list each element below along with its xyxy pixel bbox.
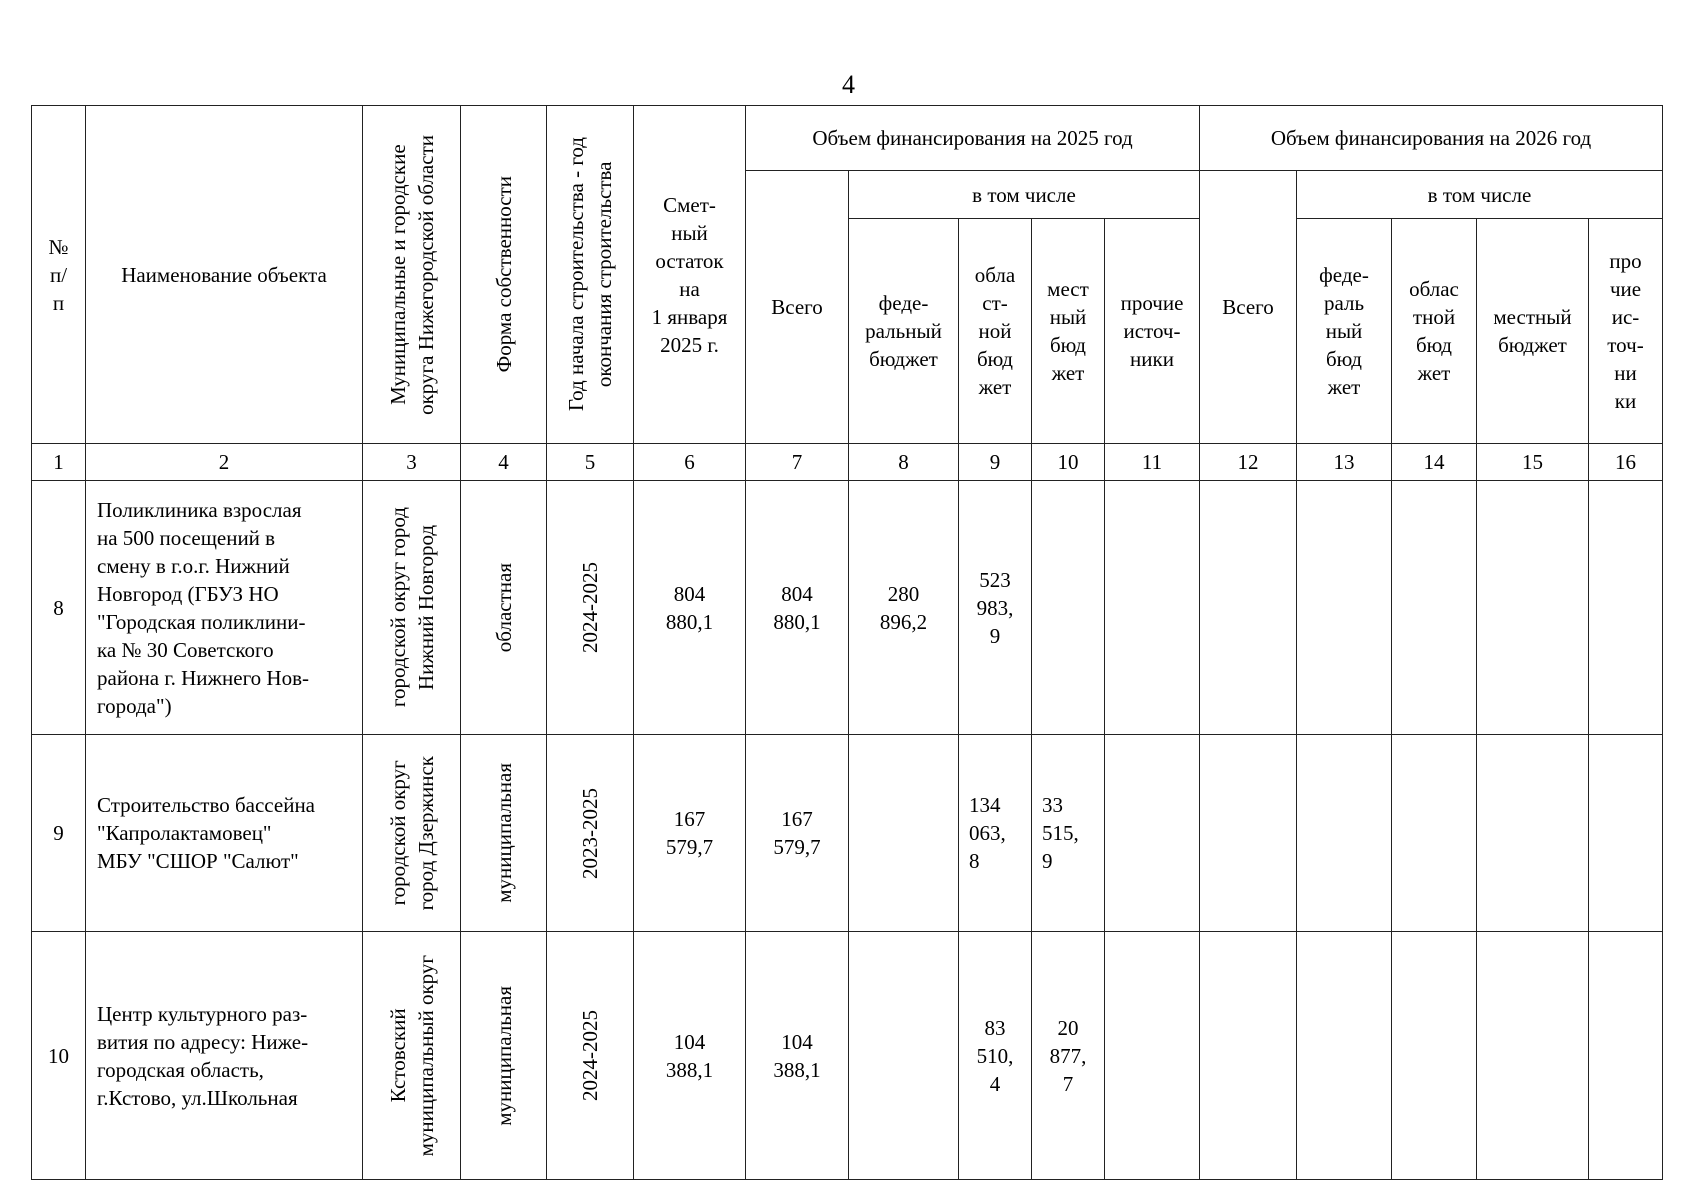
regional-2025-cell: 523 983, 9 (959, 481, 1032, 735)
federal-2025-cell (849, 735, 959, 932)
header-years: Год начала строительства - год окончания строительства (547, 106, 634, 444)
regional-2026-cell (1392, 932, 1477, 1180)
column-number: 13 (1297, 444, 1392, 481)
header-local-2026: местный бюджет (1477, 219, 1589, 444)
object-name: Строительство бассейна "Капролактамовец" МБУ "СШОР "Салют" (86, 735, 363, 932)
other-2025-cell (1105, 735, 1200, 932)
column-number: 11 (1105, 444, 1200, 481)
total-2026-cell (1200, 932, 1297, 1180)
header-municipality: Муниципальные и городские округа Нижегородской области (363, 106, 461, 444)
total-2026-cell (1200, 481, 1297, 735)
regional-2026-cell (1392, 481, 1477, 735)
financing-table (31, 105, 1663, 1180)
header-financing-2026: Объем финансирования на 2026 год (1200, 106, 1663, 171)
header-total-2026: Всего (1200, 171, 1297, 444)
ownership-cell: областная (461, 481, 547, 735)
header-including-2025: в том числе (849, 171, 1200, 219)
remainder-cell: 104 388,1 (634, 932, 746, 1180)
column-number: 7 (746, 444, 849, 481)
federal-2026-cell (1297, 735, 1392, 932)
column-numbers-row (32, 444, 1663, 481)
remainder-cell: 167 579,7 (634, 735, 746, 932)
column-number: 5 (547, 444, 634, 481)
years-cell: 2024-2025 (547, 481, 634, 735)
column-number: 12 (1200, 444, 1297, 481)
federal-2026-cell (1297, 932, 1392, 1180)
years-cell: 2024-2025 (547, 932, 634, 1180)
local-2025-cell: 33 515, 9 (1032, 735, 1105, 932)
table-row (32, 932, 1663, 1180)
row-num: 8 (32, 481, 86, 735)
local-2026-cell (1477, 735, 1589, 932)
header-federal-2025: феде- ральный бюджет (849, 219, 959, 444)
federal-2026-cell (1297, 481, 1392, 735)
column-number: 1 (32, 444, 86, 481)
header-remainder: Смет- ный остаток на 1 января 2025 г. (634, 106, 746, 444)
column-number: 10 (1032, 444, 1105, 481)
header-regional-2025: обла ст- ной бюд жет (959, 219, 1032, 444)
column-number: 14 (1392, 444, 1477, 481)
local-2026-cell (1477, 932, 1589, 1180)
ownership-cell: муниципальная (461, 735, 547, 932)
regional-2025-cell: 83 510, 4 (959, 932, 1032, 1180)
column-number: 9 (959, 444, 1032, 481)
total-2025-cell: 104 388,1 (746, 932, 849, 1180)
local-2025-cell (1032, 481, 1105, 735)
total-2025-cell: 167 579,7 (746, 735, 849, 932)
other-2026-cell (1589, 481, 1663, 735)
municipality-cell: городской округ город Дзержинск (363, 735, 461, 932)
header-financing-2025: Объем финансирования на 2025 год (746, 106, 1200, 171)
table-row (32, 735, 1663, 932)
other-2026-cell (1589, 932, 1663, 1180)
column-number: 8 (849, 444, 959, 481)
object-name: Центр культурного раз- вития по адресу: Ниже- городская область, г.Кстово, ул.Школьная (86, 932, 363, 1180)
header-other-2026: про чие ис- точ- ни ки (1589, 219, 1663, 444)
column-number: 15 (1477, 444, 1589, 481)
municipality-cell: городской округ город Нижний Новгород (363, 481, 461, 735)
regional-2026-cell (1392, 735, 1477, 932)
page-number: 4 (842, 70, 855, 99)
column-number: 3 (363, 444, 461, 481)
column-number: 2 (86, 444, 363, 481)
federal-2025-cell: 280 896,2 (849, 481, 959, 735)
header-row-1 (32, 106, 1663, 171)
other-2026-cell (1589, 735, 1663, 932)
row-num: 10 (32, 932, 86, 1180)
header-federal-2026: феде- раль ный бюд жет (1297, 219, 1392, 444)
ownership-cell: муниципальная (461, 932, 547, 1180)
years-cell: 2023-2025 (547, 735, 634, 932)
other-2025-cell (1105, 481, 1200, 735)
header-regional-2026: облас тной бюд жет (1392, 219, 1477, 444)
regional-2025-cell: 134 063, 8 (959, 735, 1032, 932)
header-local-2025: мест ный бюд жет (1032, 219, 1105, 444)
column-number: 4 (461, 444, 547, 481)
total-2025-cell: 804 880,1 (746, 481, 849, 735)
other-2025-cell (1105, 932, 1200, 1180)
header-ownership: Форма собственности (461, 106, 547, 444)
table-row (32, 481, 1663, 735)
federal-2025-cell (849, 932, 959, 1180)
row-num: 9 (32, 735, 86, 932)
header-other-2025: прочие источ- ники (1105, 219, 1200, 444)
total-2026-cell (1200, 735, 1297, 932)
remainder-cell: 804 880,1 (634, 481, 746, 735)
object-name: Поликлиника взрослая на 500 посещений в смену в г.о.г. Нижний Новгород (ГБУЗ НО "Городская поликлини- ка № 30 Советского района г. Нижнего Нов- города") (86, 481, 363, 735)
header-including-2026: в том числе (1297, 171, 1663, 219)
local-2026-cell (1477, 481, 1589, 735)
municipality-cell: Кстовский муниципальный округ (363, 932, 461, 1180)
header-num: № п/ п (32, 106, 86, 444)
column-number: 16 (1589, 444, 1663, 481)
header-name: Наименование объекта (86, 106, 363, 444)
header-total-2025: Всего (746, 171, 849, 444)
column-number: 6 (634, 444, 746, 481)
local-2025-cell: 20 877, 7 (1032, 932, 1105, 1180)
